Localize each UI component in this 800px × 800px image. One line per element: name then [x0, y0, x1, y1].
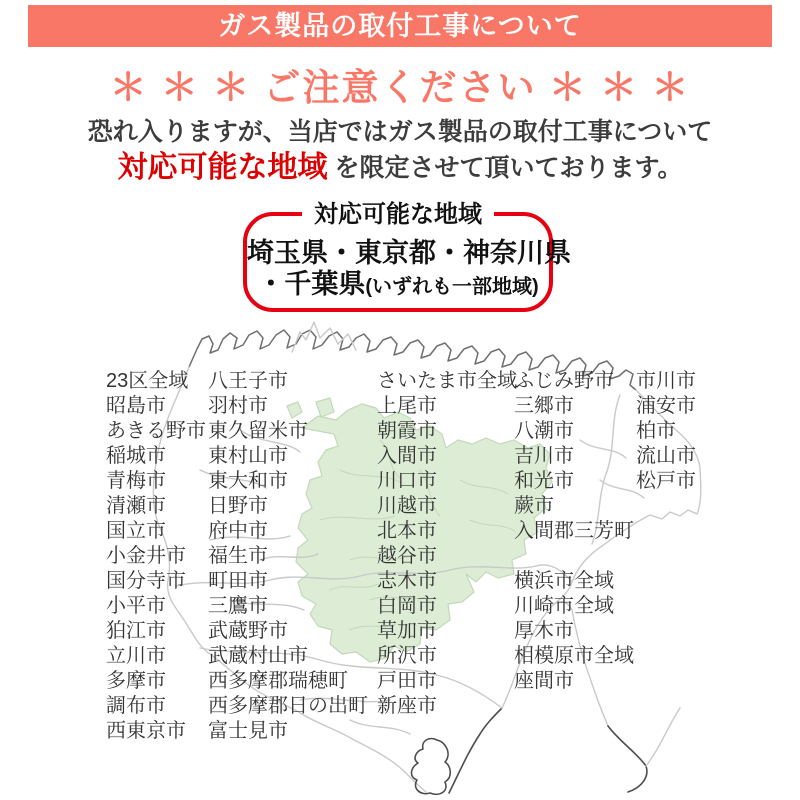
city-list-item: ふじみ野市 [514, 370, 614, 392]
city-list-item: 蕨市 [514, 495, 554, 517]
city-list-item: 西多摩郡日の出町 [208, 695, 368, 717]
intro-highlight: 対応可能な地域 [117, 151, 328, 184]
city-list-item: 三郷市 [514, 395, 574, 417]
city-list-item: 八潮市 [514, 420, 574, 442]
sagami-coast [449, 708, 502, 793]
city-list-item: 流山市 [636, 445, 696, 467]
city-list-item: 入間郡三芳町 [514, 520, 634, 542]
supported-region-line-1: 埼玉県・東京都・神奈川県 [247, 238, 571, 268]
city-list-item: 浦安市 [636, 395, 696, 417]
city-list-item: 清瀬市 [106, 495, 166, 517]
city-list-saitama-1 [377, 369, 517, 719]
intro-line-2 [0, 149, 800, 187]
city-list-item: 相模原市全域 [514, 645, 634, 667]
intro-paragraph [0, 116, 800, 187]
city-list-item: 23区全域 [106, 370, 189, 392]
city-list-item: 国立市 [106, 520, 166, 542]
city-list-item: 白岡市 [377, 595, 437, 617]
city-list-item: 日野市 [208, 495, 268, 517]
city-list-chiba [636, 369, 696, 494]
supported-region-title: 対応可能な地域 [302, 200, 494, 230]
city-list-kanagawa [514, 569, 634, 694]
city-list-item: 横浜市全域 [514, 570, 614, 592]
city-list-item: 松戸市 [636, 470, 696, 492]
city-list-tokyo-2 [208, 369, 368, 744]
intro-line-2-rest: を限定させて頂いております。 [334, 154, 683, 182]
city-list-item: 志木市 [377, 570, 437, 592]
city-list-item: 稲城市 [106, 445, 166, 467]
city-list-item: 朝霞市 [377, 420, 437, 442]
boso-peninsula-coast [608, 726, 647, 792]
city-list-item: 和光市 [514, 470, 574, 492]
city-list-item: 狛江市 [106, 620, 166, 642]
city-list-item: 立川市 [106, 645, 166, 667]
supported-region-box [243, 201, 571, 312]
caution-heading: ＊ ＊ ＊ ご注意ください ＊ ＊ ＊ [109, 67, 691, 108]
city-list-item: あきる野市 [106, 420, 206, 442]
miura-peninsula [411, 739, 450, 795]
city-list-item: 福生市 [208, 545, 268, 567]
city-list-item: 小金井市 [106, 545, 186, 567]
city-list-item: 武蔵村山市 [208, 645, 308, 667]
city-list-item: 川口市 [377, 470, 437, 492]
city-list-item: 厚木市 [514, 620, 574, 642]
supported-region-line-2-main: ・千葉県 [257, 269, 366, 299]
city-list-tokyo-1 [106, 369, 206, 744]
intro-line-1: 恐れ入りますが、当店ではガス製品の取付工事について [87, 118, 713, 146]
city-list-item: 調布市 [106, 695, 166, 717]
city-list-saitama-2 [514, 369, 634, 544]
city-list-item: 武蔵野市 [208, 620, 288, 642]
boso-peninsula-east [646, 708, 680, 766]
city-list-item: 川越市 [377, 495, 437, 517]
city-list-item: 東大和市 [208, 470, 288, 492]
city-list-item: 富士見市 [208, 720, 288, 742]
city-list-item: さいたま市全域 [377, 370, 517, 392]
city-list-item: 小平市 [106, 595, 166, 617]
city-list-item: 柏市 [636, 420, 676, 442]
city-list-item: 所沢市 [377, 645, 437, 667]
city-list-item: 東久留米市 [208, 420, 308, 442]
city-list-item: 羽村市 [208, 395, 268, 417]
city-list-item: 草加市 [377, 620, 437, 642]
city-list-item: 青梅市 [106, 470, 166, 492]
city-list-item: 川崎市全域 [514, 595, 614, 617]
city-list-item: 三鷹市 [208, 595, 268, 617]
city-list-item: 上尾市 [377, 395, 437, 417]
city-list-item: 西東京市 [106, 720, 186, 742]
city-list-item: 府中市 [208, 520, 268, 542]
city-list-item: 越谷市 [377, 545, 437, 567]
city-list-item: 戸田市 [377, 670, 437, 692]
city-list-item: 西多摩郡瑞穂町 [208, 670, 348, 692]
city-list-item: 八王子市 [208, 370, 288, 392]
city-list-item: 多摩市 [106, 670, 166, 692]
city-list-item: 町田市 [208, 570, 268, 592]
city-list-item: 東村山市 [208, 445, 288, 467]
supported-region-line-2 [247, 268, 549, 303]
city-list-item: 吉川市 [514, 445, 574, 467]
city-list-item: 入間市 [377, 445, 437, 467]
city-list-item: 国分寺市 [106, 570, 186, 592]
city-list-item: 北本市 [377, 520, 437, 542]
page-title: ガス製品の取付工事について [28, 5, 772, 47]
city-list-item: 市川市 [636, 370, 696, 392]
city-list-item: 昭島市 [106, 395, 166, 417]
city-list-item: 座間市 [514, 670, 574, 692]
supported-region-note: (いずれも一部地域) [365, 276, 539, 298]
city-list-item: 新座市 [377, 695, 437, 717]
